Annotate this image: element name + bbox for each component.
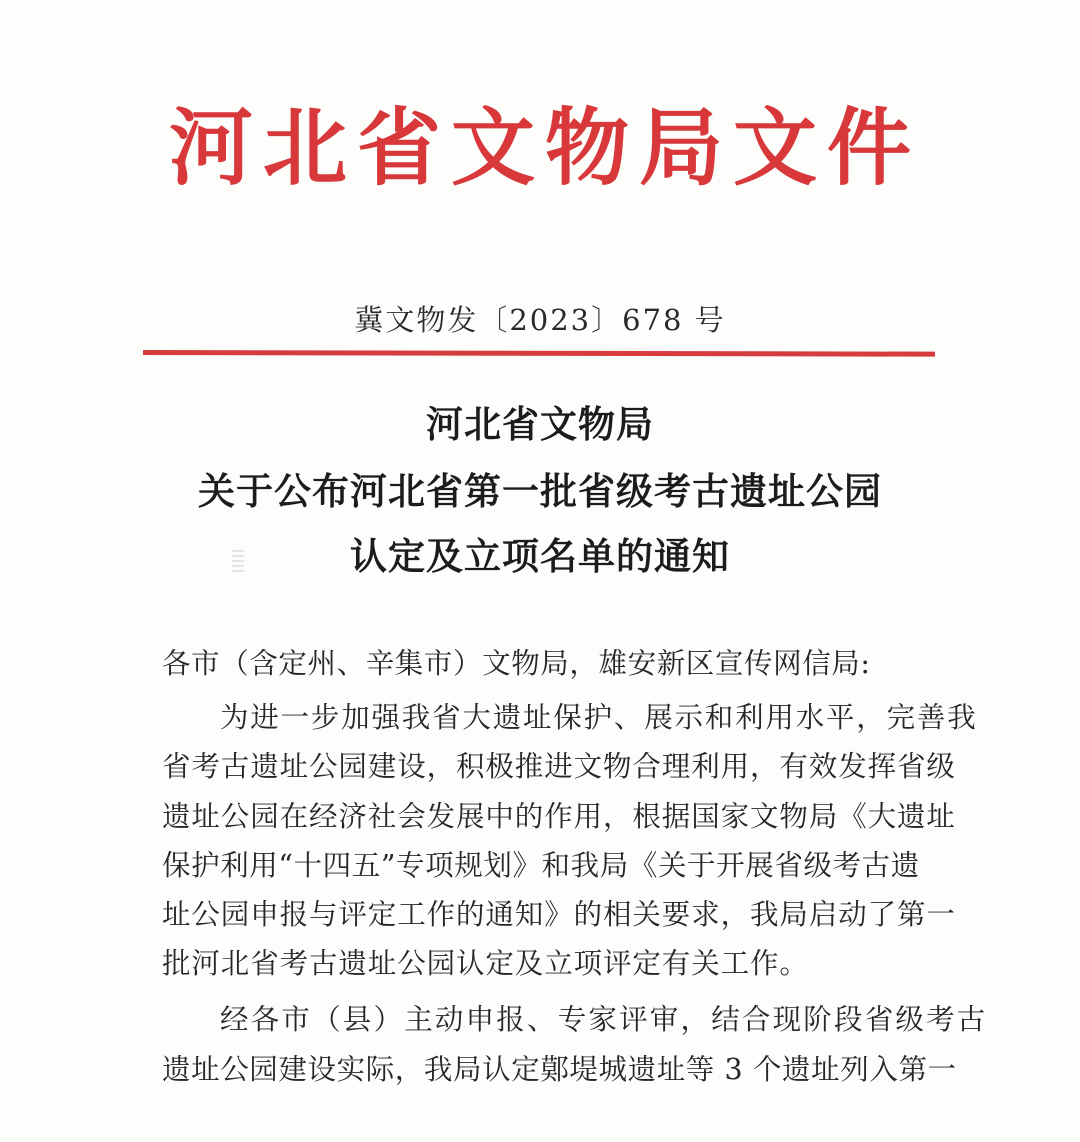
paragraph1-line-3: 遗址公园在经济社会发展中的作用，根据国家文物局《大遗址 <box>162 800 956 833</box>
faint-mark <box>232 550 244 574</box>
notice-title-line-1: 河北省文物局 <box>426 403 654 446</box>
paragraph1-line-2: 省考古遗址公园建设，积极推进文物合理利用，有效发挥省级 <box>162 750 956 783</box>
paragraph1-line-4: 保护利用“十四五”专项规划》和我局《关于开展省级考古遗 <box>162 849 920 882</box>
paragraph1-line-1: 为进一步加强我省大遗址保护、展示和利用水平，完善我 <box>220 701 978 734</box>
paragraph2-line-2: 遗址公园建设实际，我局认定鄚堤城遗址等 3 个遗址列入第一 <box>162 1053 957 1086</box>
salutation: 各市（含定州、辛集市）文物局，雄安新区宣传网信局: <box>162 647 871 680</box>
notice-title-line-2: 关于公布河北省第一批省级考古遗址公园 <box>198 470 882 513</box>
red-divider-line <box>143 350 935 357</box>
paragraph1-line-5: 址公园申报与评定工作的通知》的相关要求，我局启动了第一 <box>162 898 956 931</box>
paragraph2-line-1: 经各市（县）主动申报、专家评审，结合现阶段省级考古 <box>220 1003 988 1036</box>
document-header-title: 河北省文物局文件 <box>168 98 921 197</box>
document-number: 冀文物发〔2023〕678 号 <box>354 303 726 337</box>
paragraph1-line-6: 批河北省考古遗址公园认定及立项评定有关工作。 <box>162 947 809 980</box>
notice-title-line-3: 认定及立项名单的通知 <box>350 535 730 578</box>
